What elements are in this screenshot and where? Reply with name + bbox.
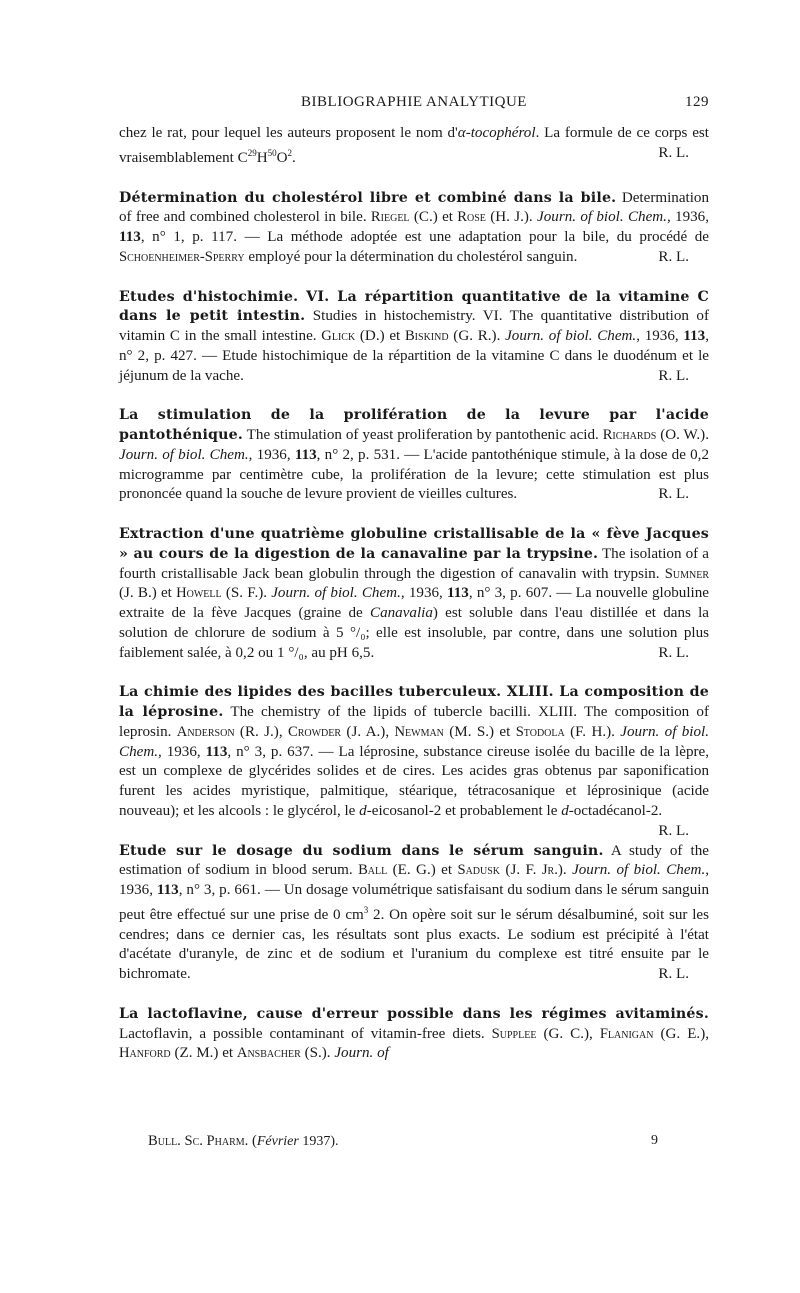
signature: R. L. [658, 248, 689, 265]
author: Sumner [664, 565, 709, 582]
footer-month: Février [256, 1134, 299, 1149]
signature: R. L. [658, 644, 689, 661]
abstract-entry: Etude sur le dosage du sodium dans le sérum sanguin. A study of the estimation of sodium in blood serum. Ball (E. G.) et Sadusk (J. F. Jr.). Journ. of biol. Chem., 1936, 113, n° 3, p. 661. — Un dosage volumétrique satisfaisant du sodium dans le sérum sanguin peut être effectué sur une prise de 0 $cm^3$ 2. On opère soit sur le sérum désalbuminé, soit sur les cendres; dans ce dernier cas, les résultats sont plus exacts. Le sodium est précipité à l'état d'acétate d'uranyle, de zinc et de sodium et l'uranium du complexe est titré ensuite par le bichromate. R. L. [119, 842, 709, 985]
footer-year: 1937). [298, 1134, 339, 1149]
entry-title: Détermination du cholestérol libre et combiné dans la bile. [119, 189, 617, 206]
intro-paragraph: chez le rat, pour lequel les auteurs proposent le nom d'α-tocophérol. La formule de ce corps est vraisemblablement $C^{29}H^{50}O^2$. R. L. [119, 125, 710, 166]
abstract-entry: La chimie des lipides des bacilles tuberculeux. XLIII. La composition de la léprosine. The chemistry of the lipids of tubercle bacilli. XLIII. The composition of leprosin. Anderson (R. J.), Crowder (J. A.), Newman (M. S.) et Stodola (F. H.). Journ. of biol. Chem., 1936, 113, n° 3, p. 637. — La léprosine, substance cireuse isolée du bacille de la lèpre, est un complexe de glycérides solides et de cires. Les acides gras obtenus par saponification furent les acides myristique, palmitique, stéarique, tétracosanique et léprosinique (acide nouveau); et les alcools : le glycérol, le d-eicosanol-2 et probablement le d-octadécanol-2. R. L. [119, 683, 709, 821]
journal: Journ. of [334, 1045, 389, 1062]
abstract-entry: Etudes d'histochimie. VI. La répartition quantitative de la vitamine C dans le petit intestin. Studies in histochemistry. VI. The quantitative distribution of vitamin C in the small intestine. Glick (D.) et Biskind (G. R.). Journ. of biol. Chem., 1936, 113, n° 2, p. 427. — Etude histochimique de la répartition de la vitamine C dans le duodénum et le jéjunum de la vache. R. L. [119, 288, 709, 387]
author: Richards [602, 427, 657, 444]
page-number: 129 [685, 94, 709, 110]
author: Sadusk [457, 862, 501, 879]
abstract-entry: La lactoflavine, cause d'erreur possible dans les régimes avitaminés. Lactoflavin, a possible contaminant of vitamin-free diets. Supplee (G. C.), Flanigan (G. E.), Hanford (Z. M.) et Ansbacher (S.). Journ. of [119, 1005, 709, 1062]
author: Ball [358, 862, 388, 879]
author: Schoenheimer-Sperry [119, 248, 245, 265]
signature-mark: 9 [651, 1133, 658, 1148]
entry-title: Etudes d'histochimie. VI. La répartition quantitative de la vitamine C dans le petit intestin. [119, 288, 709, 325]
entry-title: La lactoflavine, cause d'erreur possible dans les régimes avitaminés. [119, 1005, 709, 1022]
author: Anderson [176, 723, 235, 740]
abstract-entry: La stimulation de la prolifération de la levure par l'acide pantothénique. The stimulation of yeast proliferation by pantothenic acid. Richards (O. W.). Journ. of biol. Chem., 1936, 113, n° 2, p. 531. — L'acide pantothénique stimule, à la dose de 0,2 microgramme par centimètre cube, la prolifération de la levure; cette stimulation est plus prononcée quand la souche de levure provient de vieilles cultures. R. L. [119, 406, 709, 505]
signature: R. L. [658, 822, 689, 839]
author: Riegel [370, 209, 410, 226]
author: Rose [457, 209, 486, 226]
running-title: BIBLIOGRAPHIE ANALYTIQUE [301, 94, 527, 110]
footer [148, 1133, 658, 1150]
author: Newman [394, 723, 444, 740]
journal: Journ. of biol. Chem. [119, 723, 710, 760]
journal: Journ. of biol. Chem. [572, 862, 706, 879]
abstract-entry: Extraction d'une quatrième globuline cristallisable de la « fève Jacques » au cours de la digestion de la canavaline par la trypsine. The isolation of a fourth cristallisable Jack bean globulin through the digestion of canavalin with trypsin. Sumner (J. B.) et Howell (S. F.). Journ. of biol. Chem., 1936, 113, n° 3, p. 607. — La nouvelle globuline extraite de la fève Jacques (graine de Canavalia) est soluble dans l'eau distillée et dans la solution de chlorure de sodium à 5 °/₀; elle est insoluble, par contre, dans une solution plus faiblement salée, à 0,2 ou 1 °/₀, au pH 6,5. R. L. [119, 525, 709, 663]
journal: Journ. of biol. Chem. [271, 585, 401, 602]
signature: R. L. [658, 966, 689, 983]
author: Supplee [491, 1025, 537, 1042]
running-header [119, 94, 709, 116]
entry-title: La stimulation de la prolifération de la levure par l'acide pantothénique. [119, 407, 709, 444]
entry-title: Extraction d'une quatrième globuline cristallisable de la « fève Jacques » au cours de la digestion de la canavaline par la trypsine. [119, 526, 709, 562]
entry-title: Etude sur le dosage du sodium dans le sérum sanguin. [119, 842, 604, 859]
author: Stodola [515, 723, 565, 740]
journal: Journ. of biol. Chem. [537, 209, 667, 226]
author: Howell [176, 585, 222, 602]
author: Biskind [404, 328, 449, 345]
signature: R. L. [658, 486, 689, 503]
journal: Journ. of biol. Chem. [505, 328, 637, 345]
footer-bulletin: Bull. Sc. Pharm. ( [148, 1133, 257, 1149]
abstract-entry: Détermination du cholestérol libre et combiné dans la bile. Determination of free and combined cholesterol in bile. Riegel (C.) et Rose (H. J.). Journ. of biol. Chem., 1936, 113, n° 1, p. 117. — La méthode adoptée est une adaptation pour la bile, du procédé de Schoenheimer-Sperry employé pour la détermination du cholestérol sanguin. R. L. [119, 189, 709, 268]
author: Glick [321, 328, 356, 345]
journal: Journ. of biol. Chem. [119, 446, 249, 463]
entry-title: La chimie des lipides des bacilles tuberculeux. XLIII. La composition de la léprosine. [119, 684, 709, 721]
author: Crowder [287, 723, 342, 740]
author: Hanford [119, 1045, 171, 1062]
author: Ansbacher [236, 1045, 301, 1062]
body-text [119, 124, 709, 1064]
signature: R. L. [658, 144, 689, 161]
author: Flanigan [599, 1025, 654, 1042]
signature: R. L. [658, 367, 689, 384]
